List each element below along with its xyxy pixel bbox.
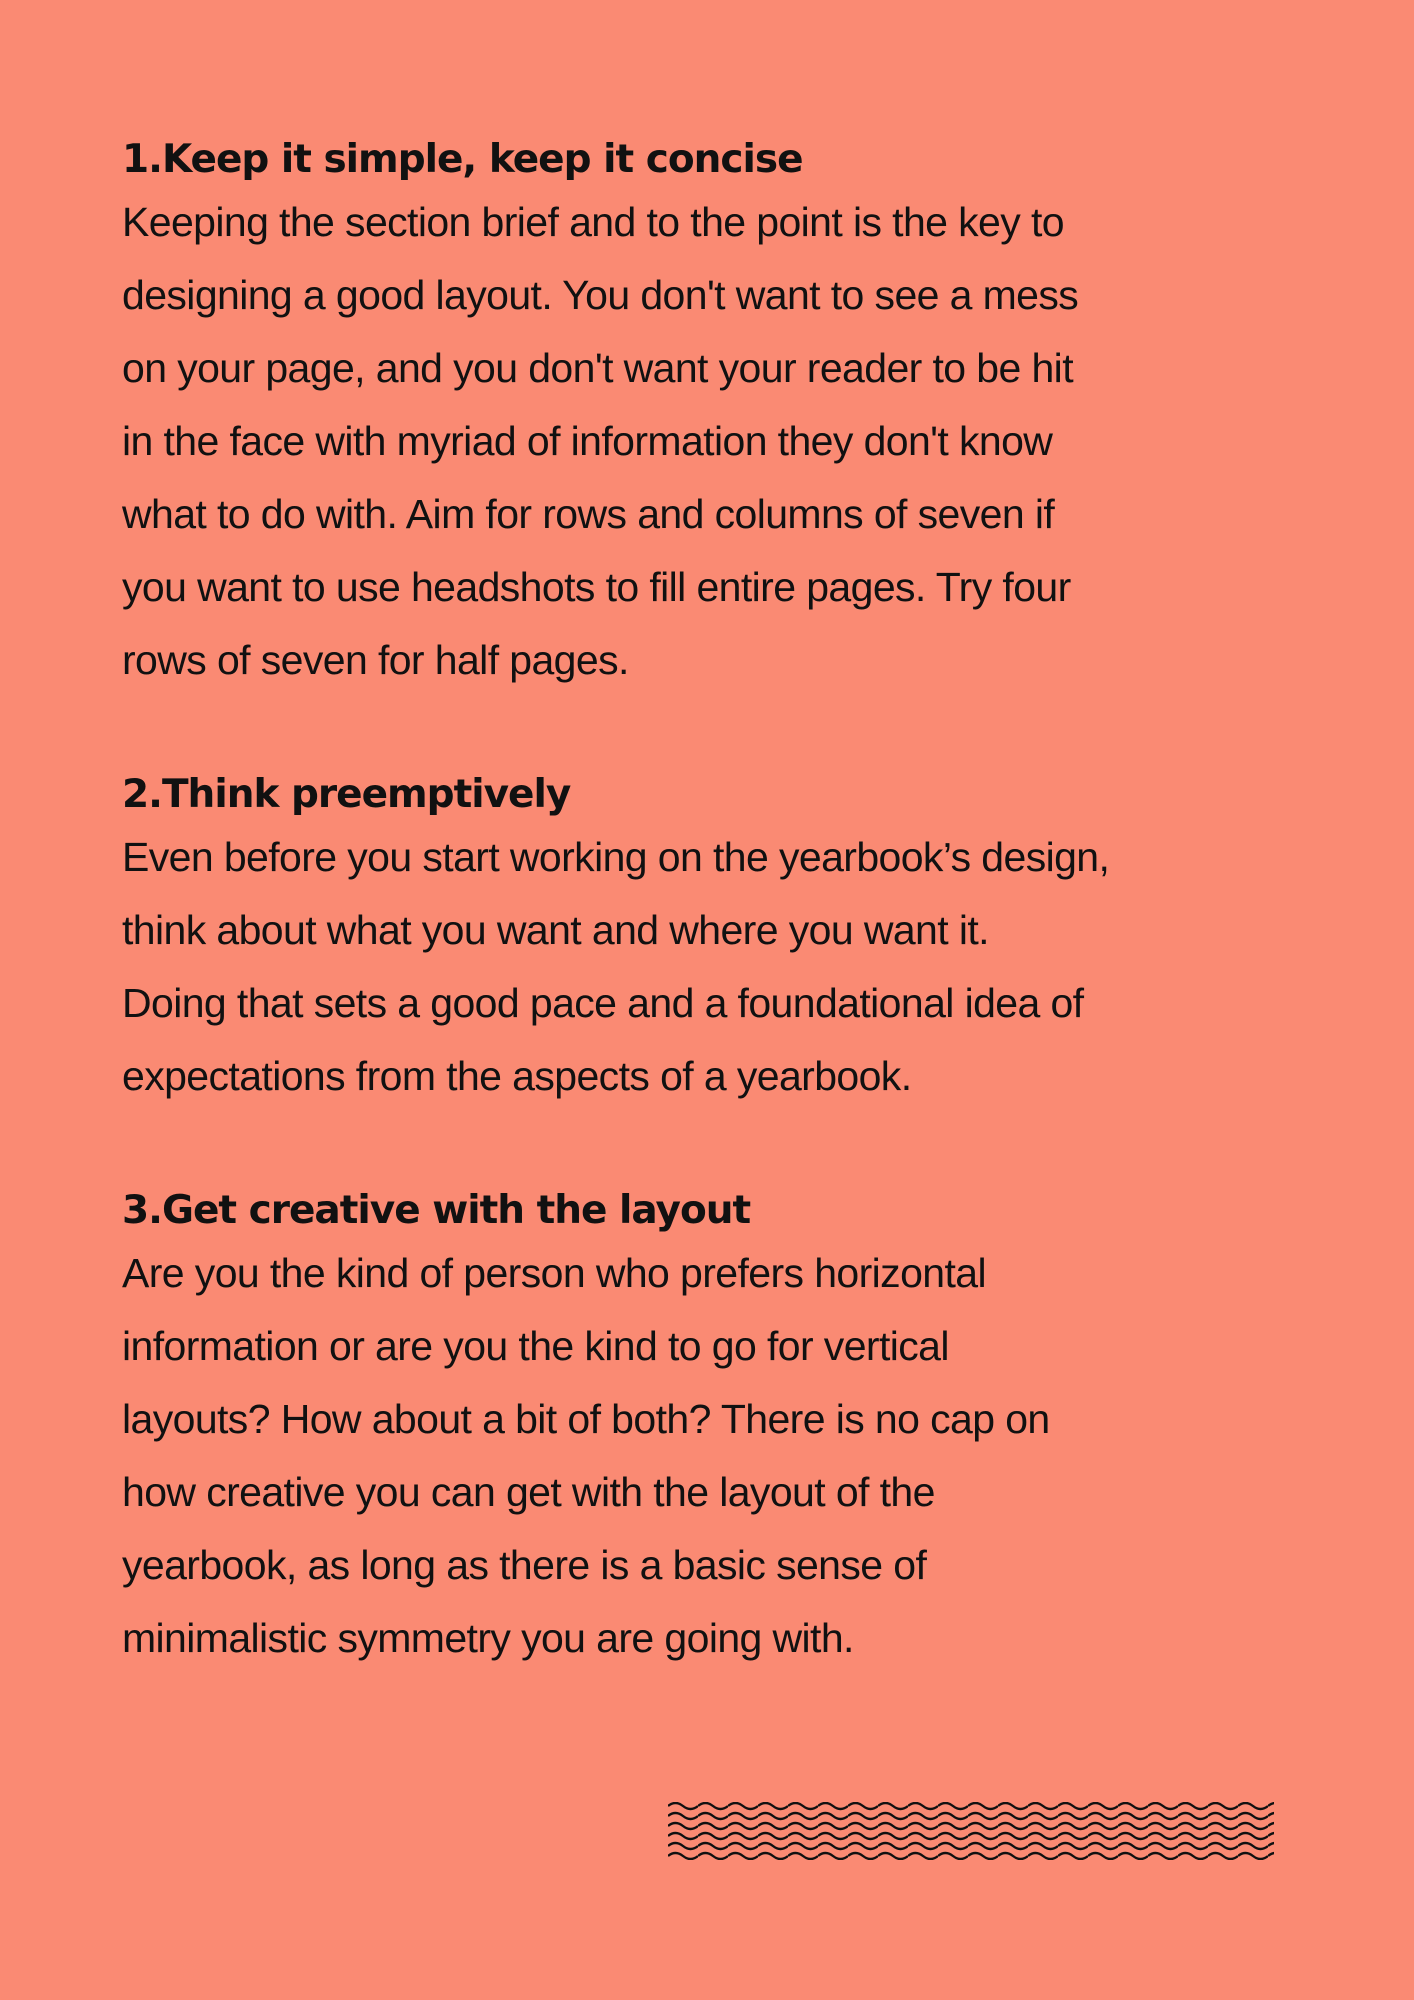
section-body: Keeping the section brief and to the point is the key to designing a good layout. You don't want to see a mess on your page, and you don't want your reader to be hit in the face with myriad of information they don't know what to do with. Aim for rows and columns of seven if you want to use headshots to fill entire pages. Try four rows of seven for half pages. [122, 199, 1079, 683]
section-body: Even before you start working on the yearbook’s design, think about what you want and where you want it. Doing that sets a good pace and a foundational idea of expectations from the aspects of a yearbook. [122, 834, 1110, 1099]
section-heading: 1.Keep it simple, keep it concise [122, 137, 803, 182]
section-keep-it-simple [122, 134, 1302, 697]
wavy-lines-icon [668, 1802, 1274, 1860]
section-heading: 2.Think preemptively [122, 772, 571, 817]
article [122, 134, 1302, 1747]
section-think-preemptively [122, 769, 1302, 1113]
section-heading: 3.Get creative with the layout [122, 1188, 751, 1233]
section-body: Are you the kind of person who prefers horizontal information or are you the kind to go for vertical layouts? How about a bit of both? There is no cap on how creative you can get with the layout of the yearbook, as long as there is a basic sense of minimalistic symmetry you are going with. [122, 1250, 1050, 1661]
section-get-creative [122, 1185, 1302, 1675]
